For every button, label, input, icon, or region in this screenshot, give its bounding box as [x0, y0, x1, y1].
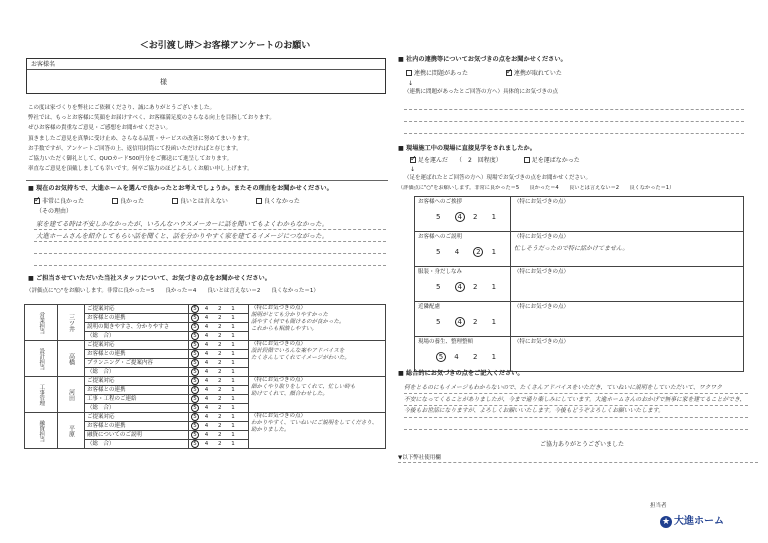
score-options[interactable] [189, 404, 249, 413]
score-option[interactable]: 1 [231, 351, 239, 357]
staff-eval-item: お客様との連携 [85, 422, 189, 431]
note-label: （特にお気づきの点） [251, 341, 307, 347]
staff-comment-cell[interactable] [249, 341, 386, 377]
score-option[interactable]: 5 [436, 317, 447, 326]
score-options[interactable] [189, 368, 249, 377]
score-options[interactable] [189, 413, 249, 422]
onsite-eval-item: お客様へのご説明 [418, 234, 463, 240]
q4-follow: （足を運ばれたとご回答の方へ）現場でお気づきの点をお聞かせください。 [404, 175, 592, 181]
answer-line [404, 121, 744, 122]
answer-line [404, 109, 744, 110]
answer-line [34, 265, 386, 266]
onsite-table [414, 196, 744, 372]
score-option[interactable]: 4 [204, 378, 213, 384]
score-option[interactable]: 5 [436, 282, 447, 291]
score-option[interactable]: 1 [231, 414, 239, 420]
checkbox-icon[interactable] [256, 198, 262, 204]
office-divider [398, 462, 758, 463]
score-option[interactable]: 2 [218, 414, 226, 420]
score-options[interactable] [189, 440, 249, 449]
score-option[interactable]: 1 [231, 441, 239, 447]
score-option[interactable]: 4 [204, 396, 213, 402]
table-row [25, 305, 386, 314]
score-option[interactable]: 2 [218, 342, 226, 348]
score-option[interactable]: 2 [218, 432, 226, 438]
staff-comment-line: たくさんしてくれてイメージがわいた。 [251, 354, 350, 361]
score-option[interactable]: 4 [204, 324, 213, 330]
answer-line [404, 393, 748, 394]
score-option[interactable]: 4 [204, 369, 213, 375]
score-option[interactable]: 4 [204, 432, 213, 438]
staff-name: 三ツ井 [57, 305, 85, 341]
onsite-eval-item: 服装・身だしなみ [418, 269, 463, 275]
page-title: ＜お引渡し時＞お客様アンケートのお願い [139, 41, 311, 51]
score-option[interactable]: 5 [191, 305, 199, 313]
q1-answer: 家を建てる時は不安しかなかったが、いろんなハウスメーカーに話を聞いてもよくわからなかった。 大進ホームさんを紹介してもらい話を聞くと、話を分かりやすく家を建てるイメージにつながった。 [36, 220, 329, 240]
score-option[interactable]: 5 [191, 341, 199, 349]
checkbox-checked-icon[interactable] [34, 198, 40, 204]
staff-eval-item: ご提案対応 [85, 305, 189, 314]
table-row [415, 197, 744, 232]
table-row [25, 413, 386, 422]
score-option[interactable]: 2 [472, 282, 484, 291]
score-option[interactable]: 4 [204, 351, 213, 357]
q4-visit-times: （ 2 回程度） [455, 157, 502, 164]
checkbox-icon[interactable] [172, 198, 178, 204]
staff-eval-item: （総 合） [85, 440, 189, 449]
q3-option-1[interactable]: 連携に問題があった [406, 70, 468, 77]
checkbox-checked-icon[interactable] [506, 70, 512, 76]
q3-option-2[interactable]: ✓ 連携が取れていた [506, 70, 562, 77]
answer-line [404, 133, 744, 134]
score-option[interactable]: 2 [473, 247, 483, 257]
q1-option-1[interactable]: ✓非常に良かった [34, 198, 84, 205]
q2-heading: ■ ご担当させていただいた当社スタッフについて、お気づきの点をお聞かせください。 [28, 275, 271, 282]
table-row [415, 232, 744, 267]
name-separator [27, 69, 385, 70]
score-option[interactable]: 2 [472, 212, 484, 221]
onsite-eval-item: 近隣配慮 [418, 304, 441, 310]
score-options[interactable] [189, 323, 249, 332]
score-option[interactable]: 1 [491, 352, 503, 361]
score-option[interactable]: 5 [191, 386, 199, 394]
score-option[interactable]: 4 [204, 387, 213, 393]
onsite-comment-cell[interactable] [511, 337, 744, 372]
answer-line [34, 241, 386, 242]
score-option[interactable]: 4 [455, 212, 465, 222]
checkbox-icon[interactable] [112, 198, 118, 204]
checkbox-checked-icon[interactable] [410, 157, 416, 163]
score-option[interactable]: 2 [218, 378, 226, 384]
staff-comment-line: 助かりました。 [251, 426, 290, 433]
score-option[interactable]: 1 [491, 282, 503, 291]
staff-dept: 工事管理 [25, 377, 58, 413]
score-options[interactable] [189, 395, 249, 404]
table-row [415, 302, 744, 337]
score-option[interactable]: 2 [472, 317, 484, 326]
score-option[interactable]: 5 [191, 377, 199, 385]
q4-option-1[interactable]: ✓足を運んだ [410, 157, 448, 164]
note-label: （特にお気づきの点） [514, 339, 570, 345]
staff-table [24, 304, 386, 449]
staff-dept: 融資担当 [25, 413, 58, 449]
note-label: （特にお気づきの点） [514, 234, 570, 240]
score-option[interactable]: 4 [455, 282, 465, 292]
score-option[interactable]: 1 [231, 306, 239, 312]
onsite-eval-cell[interactable] [415, 337, 511, 372]
score-option[interactable]: 1 [231, 369, 239, 375]
score-option[interactable]: 4 [204, 423, 213, 429]
onsite-eval-cell[interactable] [415, 232, 511, 267]
table-row [415, 267, 744, 302]
score-option[interactable]: 5 [191, 350, 199, 358]
score-option[interactable]: 4 [454, 352, 465, 361]
onsite-eval-cell[interactable] [415, 197, 511, 232]
staff-comment-line: 説明がとても分かりやすかった [251, 311, 329, 318]
staff-comment-line: 話やすく何でも聞けるのが良かった。 [251, 318, 345, 325]
onsite-comment-cell[interactable] [511, 197, 744, 232]
staff-eval-item: 説明の聞きやすさ、分かりやすさ [85, 323, 189, 332]
score-option[interactable]: 4 [204, 306, 213, 312]
q5-heading: ■ 総合的にお気づきの点をご記入ください。 [398, 370, 524, 377]
score-options[interactable] [189, 350, 249, 359]
score-option[interactable]: 4 [204, 441, 213, 447]
q5-answer: 何をとるのにもイメージもわからないので、たくさんアドバイスをいただき、ていねいに説明をしていただいて、ワクワク 不安になってくることがありましたが、今まで通り楽しみにしています。大進ホームさんのおかげで無事に家を建てることができ、 今後もお世話になりますが、よろしくお願いいたします。今後もどうぞよろしくお願いいたします。 [404, 385, 746, 414]
q3-options [406, 70, 562, 78]
score-option[interactable]: 1 [231, 396, 239, 402]
onsite-eval-cell[interactable] [415, 302, 511, 337]
score-option[interactable]: 5 [191, 323, 199, 331]
q1-option-2[interactable]: 良かった [112, 198, 144, 205]
onsite-comment-cell[interactable] [511, 267, 744, 302]
staff-dept: 設計担当 [25, 341, 58, 377]
score-option[interactable]: 4 [204, 333, 213, 339]
staff-name: 高橋 [57, 341, 85, 377]
staff-comment-line: 細かくやり取りをしてくれて、忙しい時も [251, 383, 356, 390]
company-logo: ★ 大進ホーム [661, 516, 724, 527]
score-options[interactable] [418, 317, 507, 327]
score-option[interactable]: 5 [436, 247, 447, 256]
staff-name: 平原 [57, 413, 85, 449]
score-option[interactable]: 2 [218, 441, 226, 447]
score-option[interactable]: 5 [191, 431, 199, 439]
staff-comment-line: これからも相談しやすい。 [251, 325, 318, 332]
score-option[interactable]: 1 [491, 212, 503, 221]
office-staff-label: 担当者 [650, 503, 667, 509]
staff-eval-item: （総 合） [85, 404, 189, 413]
q1-reason-label: （その理由） [36, 208, 73, 215]
table-row [415, 337, 744, 372]
answer-line [34, 253, 386, 254]
customer-name-label: お客様名 [31, 61, 56, 68]
score-options[interactable] [189, 431, 249, 440]
score-option[interactable]: 5 [191, 404, 199, 412]
staff-eval-item: ご提案対応 [85, 341, 189, 350]
score-option[interactable]: 4 [455, 317, 465, 327]
score-option[interactable]: 5 [191, 413, 199, 421]
staff-eval-item: お客様との連携 [85, 314, 189, 323]
onsite-eval-item: お客様へのご挨拶 [418, 199, 463, 205]
q1-option-3[interactable]: 良いとは言えない [172, 198, 228, 205]
score-option[interactable]: 2 [218, 333, 226, 339]
score-option[interactable]: 1 [231, 378, 239, 384]
score-options[interactable] [189, 422, 249, 431]
staff-comment-cell[interactable] [249, 305, 386, 341]
score-option[interactable]: 5 [191, 395, 199, 403]
score-option[interactable]: 1 [231, 432, 239, 438]
score-options[interactable] [189, 386, 249, 395]
score-option[interactable]: 5 [191, 440, 199, 448]
q1-options [34, 198, 384, 206]
onsite-eval-item: 現場の養生、整理整頓 [418, 339, 474, 345]
q1-option-4[interactable]: 良くなかった [256, 198, 300, 205]
score-option[interactable]: 5 [191, 359, 199, 367]
thanks-text: ご協力ありがとうございました [540, 441, 625, 448]
onsite-comment-cell[interactable] [511, 302, 744, 337]
note-label: （特にお気づきの点） [251, 377, 307, 383]
score-options[interactable] [189, 341, 249, 350]
score-option[interactable]: 4 [454, 247, 466, 256]
score-option[interactable]: 5 [191, 422, 199, 430]
score-option[interactable]: 4 [204, 342, 213, 348]
score-option[interactable]: 5 [436, 352, 446, 362]
office-use-label: ▼以下弊社使用欄 [398, 455, 441, 461]
staff-eval-item: 融資についてのご説明 [85, 431, 189, 440]
score-option[interactable]: 5 [191, 332, 199, 340]
score-option[interactable]: 1 [491, 247, 503, 256]
score-option[interactable]: 1 [231, 333, 239, 339]
checkbox-icon[interactable] [406, 70, 412, 76]
score-options[interactable] [189, 305, 249, 314]
score-options[interactable] [418, 352, 507, 362]
divider [26, 180, 388, 181]
staff-comment-cell[interactable] [249, 377, 386, 413]
customer-honorific: 様 [160, 78, 167, 86]
answer-line [404, 405, 748, 406]
score-option[interactable]: 4 [204, 405, 213, 411]
staff-dept: 営業担当 [25, 305, 58, 341]
staff-comment-line: わかりやすく、ていねいにご説明をしてくださり、 [251, 419, 378, 426]
q4-heading: ■ 現場施工中の現場に直接見学をされましたか。 [398, 145, 536, 152]
score-option[interactable]: 2 [218, 360, 226, 366]
answer-line [34, 229, 386, 230]
answer-line [404, 417, 748, 418]
score-option[interactable]: 2 [218, 324, 226, 330]
score-option[interactable]: 1 [231, 360, 239, 366]
score-option[interactable]: 2 [218, 423, 226, 429]
score-options[interactable] [189, 359, 249, 368]
score-option[interactable]: 1 [491, 317, 503, 326]
score-option[interactable]: 2 [218, 387, 226, 393]
score-option[interactable]: 2 [218, 369, 226, 375]
score-options[interactable] [418, 212, 507, 222]
table-row [25, 377, 386, 386]
checkbox-icon[interactable] [524, 157, 530, 163]
q3-arrow: ↓ [408, 80, 414, 87]
score-option[interactable]: 1 [231, 324, 239, 330]
score-option[interactable]: 2 [472, 352, 484, 361]
score-options[interactable] [418, 247, 507, 257]
star-logo-icon: ★ [661, 517, 671, 527]
score-option[interactable]: 1 [231, 387, 239, 393]
q2-scale: （評価点に"○"をお願いします。非常に良かった＝5 良かった＝4 良いとは言えない＝2 良くなかった＝1） [26, 288, 319, 294]
score-option[interactable]: 2 [218, 351, 226, 357]
note-label: （特にお気づきの点） [251, 305, 307, 311]
staff-eval-item: ご提案対応 [85, 377, 189, 386]
score-option[interactable]: 2 [218, 306, 226, 312]
staff-comment-cell[interactable] [249, 413, 386, 449]
staff-name: 河田 [57, 377, 85, 413]
staff-eval-item: プランニング・ご提案内容 [85, 359, 189, 368]
score-option[interactable]: 2 [218, 315, 226, 321]
note-label: （特にお気づきの点） [514, 269, 570, 275]
q3-heading: ■ 社内の連携等についてお気づきの点をお聞かせください。 [398, 56, 567, 63]
score-options[interactable] [189, 314, 249, 323]
score-options[interactable] [189, 332, 249, 341]
staff-eval-item: お客様との連携 [85, 386, 189, 395]
score-option[interactable]: 1 [231, 423, 239, 429]
score-option[interactable]: 5 [436, 212, 447, 221]
score-option[interactable]: 1 [231, 315, 239, 321]
q3-follow: （連携に問題があったとご回答の方へ）具体的にお気づきの点 [404, 89, 558, 95]
q4-scale: （評価点に"○"をお願いします。非常に良かった＝5 良かった＝4 良いとは言えない＝2 良くなかった＝1） [398, 185, 675, 191]
staff-eval-item: お客様との連携 [85, 350, 189, 359]
table-row [25, 341, 386, 350]
score-option[interactable]: 5 [191, 314, 199, 322]
staff-comment-line: 助けてくれて、顔合わせした。 [251, 390, 328, 397]
score-option[interactable]: 4 [204, 315, 213, 321]
q4-arrow: ↓ [410, 166, 416, 173]
score-options[interactable] [189, 377, 249, 386]
onsite-comment-cell[interactable] [511, 232, 744, 267]
score-option[interactable]: 1 [231, 405, 239, 411]
onsite-comment: 忙しそうだったので特に話かけてません。 [514, 244, 629, 252]
score-option[interactable]: 5 [191, 368, 199, 376]
staff-eval-item: （総 合） [85, 368, 189, 377]
staff-comment-line: 設計段階でいろんな案やアドバイスを [251, 347, 345, 354]
score-option[interactable]: 4 [204, 414, 213, 420]
score-option[interactable]: 4 [204, 360, 213, 366]
onsite-eval-cell[interactable] [415, 267, 511, 302]
q1-heading: ■ 現在のお気持ちで、大進ホームを選んで良かったとお考えでしょうか。またその理由をお聞かせください。 [28, 185, 333, 192]
score-options[interactable] [418, 282, 507, 292]
staff-eval-item: （総 合） [85, 332, 189, 341]
note-label: （特にお気づきの点） [514, 199, 570, 205]
score-option[interactable]: 2 [218, 405, 226, 411]
note-label: （特にお気づきの点） [251, 413, 307, 419]
score-option[interactable]: 2 [218, 396, 226, 402]
q4-option-2[interactable]: 足を運ばなかった [524, 157, 580, 164]
staff-eval-item: ご提案対応 [85, 413, 189, 422]
score-option[interactable]: 1 [231, 342, 239, 348]
staff-eval-item: 工事・工程のご連絡 [85, 395, 189, 404]
customer-name-box[interactable] [26, 58, 386, 94]
q4-options [410, 157, 580, 165]
note-label: （特にお気づきの点） [514, 304, 570, 310]
answer-line [404, 429, 748, 430]
intro-text: この度は家づくりを弊社にご依頼くださり、誠にありがとうございました。 弊社では、もっとお客様に笑顔をお届けすべく、お客様満足度のさらなる向上を目指しております。 ぜひお客様の貴重なご意見・ご感想をお聞かせください。 頂きましたご意見を真摯に受け止め、さらなる品質・サービスの改善に努めてまいります。 お手数ですが、アンケートご回答の上、返信用封筒にて投函いただければと存じます。 ご協力いただく御礼として、QUOカード500円分をご郵送にて進呈しております。 率直なご意見を頂戴しましても幸いです。何卒ご協力のほどよろしくお願い申し上げます。 [28, 105, 275, 173]
